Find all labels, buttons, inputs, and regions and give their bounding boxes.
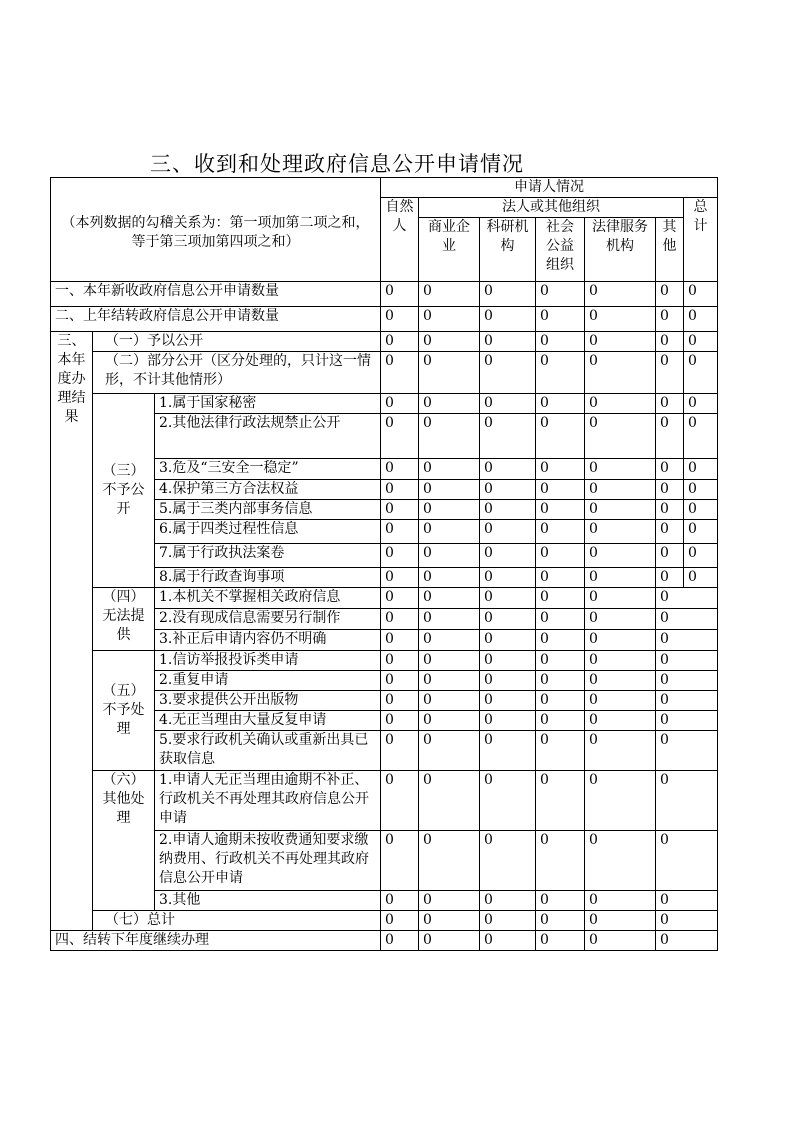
cell: 0 <box>585 394 656 414</box>
cell: 0 <box>656 691 718 711</box>
cell: 0 <box>684 500 718 520</box>
cell: 0 <box>585 480 656 500</box>
cell: 0 <box>381 831 419 891</box>
cell: 0 <box>480 332 536 352</box>
cell: 0 <box>536 394 585 414</box>
cell: 0 <box>536 731 585 771</box>
row-label: 4.保护第三方合法权益 <box>155 480 381 500</box>
cell: 0 <box>419 831 480 891</box>
cell: 0 <box>419 731 480 771</box>
row-label: 1.属于国家秘密 <box>155 394 381 414</box>
cell: 0 <box>656 651 718 671</box>
cell: 0 <box>480 544 536 568</box>
cell: 0 <box>656 282 684 307</box>
cell: 0 <box>684 332 718 352</box>
cell: 0 <box>480 352 536 394</box>
cell: 0 <box>480 459 536 480</box>
cell: 0 <box>536 568 585 588</box>
cell: 0 <box>480 731 536 771</box>
cell: 0 <box>419 544 480 568</box>
page-title: 三、收到和处理政府信息公开申请情况 <box>150 152 524 176</box>
row-label: 3.危及“三安全一稳定” <box>155 459 381 480</box>
cell: 0 <box>585 691 656 711</box>
cell: 0 <box>419 352 480 394</box>
cell: 0 <box>585 731 656 771</box>
cell: 0 <box>381 520 419 544</box>
cell: 0 <box>381 671 419 691</box>
cell: 0 <box>480 771 536 831</box>
cell: 0 <box>536 282 585 307</box>
cell: 0 <box>585 588 656 609</box>
row-label: 3.补正后申请内容仍不明确 <box>155 630 381 651</box>
cell: 0 <box>585 630 656 651</box>
cell: 0 <box>656 588 718 609</box>
section-3-cont <box>51 911 93 931</box>
cell: 0 <box>656 831 718 891</box>
cell: 0 <box>585 520 656 544</box>
cell: 0 <box>480 480 536 500</box>
cell: 0 <box>419 630 480 651</box>
cell: 0 <box>656 568 684 588</box>
cell: 0 <box>480 414 536 459</box>
cell: 0 <box>480 307 536 332</box>
cell: 0 <box>381 609 419 630</box>
group-label-cont <box>93 891 155 911</box>
cell: 0 <box>585 651 656 671</box>
cell: 0 <box>585 282 656 307</box>
cell: 0 <box>684 414 718 459</box>
cell: 0 <box>585 352 656 394</box>
cell: 0 <box>536 651 585 671</box>
cell: 0 <box>480 588 536 609</box>
cell: 0 <box>419 520 480 544</box>
cell: 0 <box>480 394 536 414</box>
cell: 0 <box>381 911 419 931</box>
cell: 0 <box>419 282 480 307</box>
cell: 0 <box>684 520 718 544</box>
other-header: 其他 <box>656 218 684 282</box>
cell: 0 <box>480 891 536 911</box>
cell: 0 <box>536 588 585 609</box>
cell: 0 <box>480 609 536 630</box>
section-3-cont <box>51 651 93 771</box>
cell: 0 <box>536 480 585 500</box>
row-label: 2.申请人逾期未按收费通知要求缴纳费用、行政机关不再处理其政府信息公开申请 <box>155 831 381 891</box>
row-label: 5.要求行政机关确认或重新出具已获取信息 <box>155 731 381 771</box>
cell: 0 <box>480 630 536 651</box>
cell: 0 <box>419 891 480 911</box>
cell: 0 <box>585 831 656 891</box>
law-header: 法律服务机构 <box>585 218 656 282</box>
cell: 0 <box>585 544 656 568</box>
cell: 0 <box>536 307 585 332</box>
cell: 0 <box>381 414 419 459</box>
cell: 0 <box>480 911 536 931</box>
row-label: 6.属于四类过程性信息 <box>155 520 381 544</box>
row-label: 3.要求提供公开出版物 <box>155 691 381 711</box>
cell: 0 <box>684 568 718 588</box>
natural-person-header: 自然人 <box>381 198 419 282</box>
cell: 0 <box>536 691 585 711</box>
applicant-header: 申请人情况 <box>381 178 718 198</box>
cell: 0 <box>480 520 536 544</box>
cell: 0 <box>381 480 419 500</box>
cell: 0 <box>419 568 480 588</box>
row-label: 8.属于行政查询事项 <box>155 568 381 588</box>
section-3-cont <box>51 771 93 911</box>
total-header: 总计 <box>684 198 718 282</box>
cell: 0 <box>585 332 656 352</box>
cell: 0 <box>656 891 718 911</box>
row-label: 5.属于三类内部事务信息 <box>155 500 381 520</box>
cell: 0 <box>381 352 419 394</box>
group-label: （六）其他处理 <box>93 771 155 831</box>
cell: 0 <box>480 282 536 307</box>
section-3-label: 三、本年度办理结果 <box>51 332 93 651</box>
group-label-cont <box>93 831 155 891</box>
row-label: 二、上年结转政府信息公开申请数量 <box>51 307 381 332</box>
cell: 0 <box>419 500 480 520</box>
cell: 0 <box>381 731 419 771</box>
cell: 0 <box>585 500 656 520</box>
cell: 0 <box>536 831 585 891</box>
cell: 0 <box>656 711 718 731</box>
cell: 0 <box>656 931 718 951</box>
row-label: 1.申请人无正当理由逾期不补正、行政机关不再处理其政府信息公开申请 <box>155 771 381 831</box>
row-label: 1.信访举报投诉类申请 <box>155 651 381 671</box>
cell: 0 <box>419 771 480 831</box>
row-label: （二）部分公开（区分处理的，只计这一情形，不计其他情形） <box>93 352 381 394</box>
cell: 0 <box>536 500 585 520</box>
cell: 0 <box>419 931 480 951</box>
cell: 0 <box>585 568 656 588</box>
cell: 0 <box>381 307 419 332</box>
cell: 0 <box>419 691 480 711</box>
cell: 0 <box>656 500 684 520</box>
cell: 0 <box>684 480 718 500</box>
cell: 0 <box>585 609 656 630</box>
cell: 0 <box>536 459 585 480</box>
cell: 0 <box>536 771 585 831</box>
cell: 0 <box>656 459 684 480</box>
cell: 0 <box>419 332 480 352</box>
research-header: 科研机构 <box>480 218 536 282</box>
cell: 0 <box>536 711 585 731</box>
cell: 0 <box>381 544 419 568</box>
cell: 0 <box>656 544 684 568</box>
cell: 0 <box>480 931 536 951</box>
cell: 0 <box>419 394 480 414</box>
row-label: 7.属于行政执法案卷 <box>155 544 381 568</box>
cell: 0 <box>419 414 480 459</box>
cell: 0 <box>381 459 419 480</box>
cell: 0 <box>536 911 585 931</box>
cell: 0 <box>536 609 585 630</box>
cell: 0 <box>419 459 480 480</box>
row-label: 1.本机关不掌握相关政府信息 <box>155 588 381 609</box>
cell: 0 <box>585 931 656 951</box>
cell: 0 <box>585 711 656 731</box>
cell: 0 <box>480 500 536 520</box>
cell: 0 <box>419 588 480 609</box>
cell: 0 <box>536 352 585 394</box>
cell: 0 <box>480 711 536 731</box>
group-label: （四）无法提供 <box>93 588 155 651</box>
cell: 0 <box>381 568 419 588</box>
cell: 0 <box>656 307 684 332</box>
cell: 0 <box>585 414 656 459</box>
cell: 0 <box>656 609 718 630</box>
group-label: （三）不予公开 <box>93 394 155 588</box>
row-label: 2.其他法律行政法规禁止公开 <box>155 414 381 459</box>
cell: 0 <box>684 394 718 414</box>
cell: 0 <box>536 671 585 691</box>
cell: 0 <box>381 394 419 414</box>
cell: 0 <box>656 414 684 459</box>
cell: 0 <box>480 831 536 891</box>
row-label: （一）予以公开 <box>93 332 381 352</box>
cell: 0 <box>381 771 419 831</box>
cell: 0 <box>656 352 684 394</box>
cell: 0 <box>536 332 585 352</box>
cell: 0 <box>585 771 656 831</box>
commercial-header: 商业企业 <box>419 218 480 282</box>
cell: 0 <box>684 459 718 480</box>
cell: 0 <box>419 307 480 332</box>
cell: 0 <box>381 282 419 307</box>
cell: 0 <box>536 520 585 544</box>
cell: 0 <box>684 307 718 332</box>
row-label: （七）总计 <box>93 911 381 931</box>
cell: 0 <box>656 394 684 414</box>
cell: 0 <box>536 544 585 568</box>
cell: 0 <box>585 891 656 911</box>
cell: 0 <box>656 332 684 352</box>
row-label: 一、本年新收政府信息公开申请数量 <box>51 282 381 307</box>
social-header: 社会公益组织 <box>536 218 585 282</box>
row-label: 四、结转下年度继续办理 <box>51 931 381 951</box>
row-label: 3.其他 <box>155 891 381 911</box>
cell: 0 <box>419 480 480 500</box>
cell: 0 <box>381 651 419 671</box>
cell: 0 <box>585 911 656 931</box>
cell: 0 <box>536 891 585 911</box>
cell: 0 <box>381 630 419 651</box>
cell: 0 <box>419 609 480 630</box>
legal-entity-header: 法人或其他组织 <box>419 198 684 218</box>
cell: 0 <box>585 671 656 691</box>
cell: 0 <box>381 891 419 911</box>
cell: 0 <box>656 731 718 771</box>
cell: 0 <box>536 414 585 459</box>
cell: 0 <box>585 307 656 332</box>
cell: 0 <box>656 520 684 544</box>
cell: 0 <box>480 651 536 671</box>
statistics-table <box>50 177 718 951</box>
row-label: 2.重复申请 <box>155 671 381 691</box>
cell: 0 <box>684 544 718 568</box>
cell: 0 <box>684 282 718 307</box>
cell: 0 <box>381 332 419 352</box>
cell: 0 <box>536 931 585 951</box>
cell: 0 <box>419 711 480 731</box>
cell: 0 <box>585 459 656 480</box>
cell: 0 <box>480 691 536 711</box>
cell: 0 <box>536 630 585 651</box>
cell: 0 <box>381 711 419 731</box>
cell: 0 <box>381 588 419 609</box>
cell: 0 <box>656 630 718 651</box>
cell: 0 <box>419 671 480 691</box>
cell: 0 <box>419 911 480 931</box>
cell: 0 <box>381 500 419 520</box>
row-label: 4.无正当理由大量反复申请 <box>155 711 381 731</box>
table-note: （本列数据的勾稽关系为：第一项加第二项之和，等于第三项加第四项之和） <box>51 178 381 282</box>
cell: 0 <box>381 931 419 951</box>
cell: 0 <box>381 691 419 711</box>
cell: 0 <box>480 671 536 691</box>
cell: 0 <box>480 568 536 588</box>
cell: 0 <box>419 651 480 671</box>
row-label: 2.没有现成信息需要另行制作 <box>155 609 381 630</box>
group-label: （五）不予处理 <box>93 651 155 771</box>
cell: 0 <box>656 480 684 500</box>
cell: 0 <box>656 771 718 831</box>
cell: 0 <box>684 352 718 394</box>
cell: 0 <box>656 671 718 691</box>
cell: 0 <box>656 911 718 931</box>
